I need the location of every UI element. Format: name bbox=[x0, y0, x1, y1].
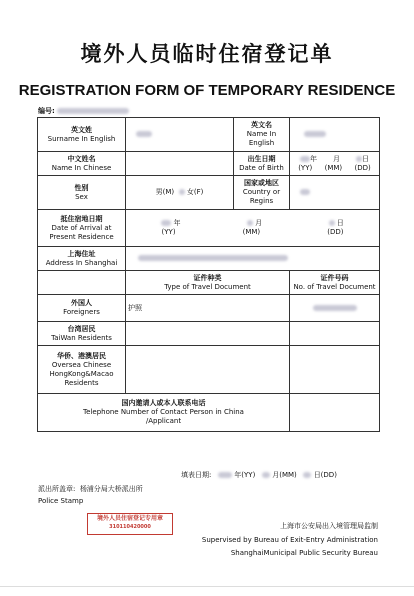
taiwan-document-type-cell[interactable] bbox=[126, 322, 290, 346]
police-stamp-row bbox=[38, 484, 143, 494]
foreigners-label-cell bbox=[38, 295, 126, 322]
fill-year-redacted bbox=[218, 472, 232, 478]
dob-label-cell bbox=[234, 152, 290, 176]
arrival-month-unit: 月 bbox=[255, 219, 263, 227]
sex-option-male[interactable]: 男(M) bbox=[155, 188, 175, 196]
fill-year-unit: 年(YY) bbox=[234, 471, 256, 479]
country-label-en-2: Regins bbox=[249, 197, 274, 205]
dob-day-redacted bbox=[356, 156, 362, 162]
dob-dd: (DD) bbox=[354, 163, 371, 172]
taiwan-label-en: TaiWan Residents bbox=[51, 333, 112, 342]
contact-label-cn: 国内邀请人或本人联系电话 bbox=[121, 399, 206, 407]
document-type-header-cell bbox=[126, 271, 290, 295]
overseas-label-en-1: Oversea Chinese bbox=[51, 360, 112, 369]
foreigners-document-type-cell[interactable] bbox=[126, 295, 290, 322]
overseas-document-type-cell[interactable] bbox=[126, 346, 290, 394]
overseas-label-cell bbox=[38, 346, 126, 394]
surname-value-cell[interactable] bbox=[126, 118, 234, 152]
police-station-name: 杨浦分局大桥派出所 bbox=[79, 485, 143, 493]
registration-table bbox=[37, 117, 380, 432]
serial-number-row bbox=[38, 106, 129, 116]
overseas-label-en-3: Residents bbox=[64, 378, 99, 387]
document-number-label-cn: 证件号码 bbox=[320, 273, 349, 282]
fill-day-redacted bbox=[303, 472, 311, 478]
surname-value-redacted bbox=[136, 131, 152, 137]
dob-yy: (YY) bbox=[298, 163, 313, 172]
fill-date-label: 填表日期: bbox=[181, 471, 212, 479]
row-arrival-date bbox=[38, 210, 380, 247]
dob-value-cell[interactable] bbox=[290, 152, 380, 176]
row-english-name bbox=[38, 118, 380, 152]
supervisor-cn: 上海市公安局出入境管理局监制 bbox=[280, 522, 378, 530]
overseas-label-cn: 华侨、港澳居民 bbox=[57, 351, 106, 360]
contact-value-cell[interactable] bbox=[290, 394, 380, 432]
document-number-redacted bbox=[313, 305, 357, 311]
serial-label: 编号: bbox=[38, 107, 55, 115]
arrival-label-cn: 抵住宿地日期 bbox=[60, 214, 103, 223]
arrival-label-en-1: Date of Arrival at bbox=[51, 223, 112, 232]
chinese-name-label-en: Name In Chinese bbox=[51, 163, 112, 172]
address-label-cell bbox=[38, 247, 126, 271]
stamp-text: 境外人员住宿登记专用章 bbox=[96, 515, 163, 522]
document-type-label-en: Type of Travel Document bbox=[164, 282, 251, 291]
police-stamp-label-en: Police Stamp bbox=[38, 497, 84, 505]
foreigners-label-cn: 外国人 bbox=[71, 299, 92, 307]
country-value-redacted bbox=[300, 189, 310, 195]
overseas-label-en-2: HongKong&Macao bbox=[49, 369, 114, 378]
taiwan-label-cn: 台湾居民 bbox=[67, 324, 96, 333]
dob-year-unit: 年 bbox=[310, 154, 317, 163]
contact-label-en-1: Telephone Number of Contact Person in China bbox=[83, 408, 244, 416]
country-value-cell[interactable] bbox=[290, 176, 380, 210]
dob-year-redacted bbox=[300, 156, 310, 162]
fill-month-unit: 月(MM) bbox=[272, 471, 297, 479]
arrival-label-cell bbox=[38, 210, 126, 247]
sex-mark-redacted bbox=[179, 189, 185, 195]
dob-mm: (MM) bbox=[324, 163, 343, 172]
given-name-label-en-2: English bbox=[248, 139, 275, 147]
form-title-english: REGISTRATION FORM OF TEMPORARY RESIDENCE bbox=[18, 82, 396, 99]
contact-label-cell bbox=[38, 394, 290, 432]
sex-label-cn: 性别 bbox=[74, 183, 89, 192]
arrival-day-unit: 日 bbox=[336, 219, 344, 227]
arrival-yy: (YY) bbox=[161, 228, 176, 236]
row-taiwan bbox=[38, 322, 380, 346]
surname-label-cn: 英文姓 bbox=[71, 125, 92, 134]
red-seal-stamp bbox=[87, 513, 173, 535]
dob-day-unit: 日 bbox=[362, 154, 369, 163]
fill-day-unit: 日(DD) bbox=[313, 471, 337, 479]
foreigners-label-en: Foreigners bbox=[63, 308, 100, 316]
row-foreigners bbox=[38, 295, 380, 322]
arrival-year-redacted bbox=[161, 220, 171, 226]
dob-label-cn: 出生日期 bbox=[247, 154, 276, 163]
chinese-name-value-cell[interactable] bbox=[126, 152, 234, 176]
row-contact-phone bbox=[38, 394, 380, 432]
sex-options-cell[interactable] bbox=[126, 176, 234, 210]
given-name-label-cell bbox=[234, 118, 290, 152]
row-chinese-name bbox=[38, 152, 380, 176]
supervisor-en-1: Supervised by Bureau of Exit-Entry Administration bbox=[201, 536, 378, 544]
surname-label-en: Surname In English bbox=[47, 134, 116, 143]
arrival-dd: (DD) bbox=[327, 228, 344, 236]
overseas-document-number-cell[interactable] bbox=[290, 346, 380, 394]
given-name-value-redacted bbox=[304, 131, 326, 137]
country-label-cn: 国家或地区 bbox=[244, 179, 279, 187]
sex-label-en: Sex bbox=[75, 192, 88, 201]
arrival-day-redacted bbox=[329, 220, 335, 226]
address-value-cell[interactable] bbox=[126, 247, 380, 271]
row-sex-country bbox=[38, 176, 380, 210]
passport-value: 护照 bbox=[128, 303, 142, 312]
document-header-empty-cell bbox=[38, 271, 126, 295]
page-bottom-divider bbox=[0, 586, 414, 587]
row-overseas bbox=[38, 346, 380, 394]
foreigners-document-number-cell[interactable] bbox=[290, 295, 380, 322]
form-title-chinese: 境外人员临时住宿登记单 bbox=[80, 42, 334, 66]
document-number-header-cell bbox=[290, 271, 380, 295]
chinese-name-label-cn: 中文姓名 bbox=[67, 154, 96, 163]
chinese-name-label-cell bbox=[38, 152, 126, 176]
address-label-cn: 上海住址 bbox=[67, 249, 96, 258]
taiwan-document-number-cell[interactable] bbox=[290, 322, 380, 346]
arrival-label-en-2: Present Residence bbox=[49, 232, 114, 241]
given-name-label-cn: 英文名 bbox=[251, 121, 272, 129]
arrival-month-redacted bbox=[247, 220, 253, 226]
given-name-label-en-1: Name In bbox=[246, 130, 277, 138]
arrival-year-unit: 年 bbox=[173, 219, 181, 227]
serial-value-redacted bbox=[57, 108, 129, 114]
surname-label-cell bbox=[38, 118, 126, 152]
fill-date-row bbox=[181, 470, 337, 480]
dob-month-unit: 月 bbox=[333, 154, 340, 163]
sex-label-cell bbox=[38, 176, 126, 210]
stamp-number: 310110420000 bbox=[109, 524, 151, 530]
given-name-value-cell[interactable] bbox=[290, 118, 380, 152]
arrival-mm: (MM) bbox=[242, 228, 261, 236]
contact-label-en-2: /Applicant bbox=[145, 417, 182, 425]
row-document-headers bbox=[38, 271, 380, 295]
dob-label-en: Date of Birth bbox=[239, 163, 284, 172]
sex-option-female[interactable]: 女(F) bbox=[186, 188, 204, 196]
country-label-cell bbox=[234, 176, 290, 210]
taiwan-label-cell bbox=[38, 322, 126, 346]
address-label-en: Address In Shanghai bbox=[45, 258, 118, 267]
address-value-redacted bbox=[138, 255, 288, 261]
police-stamp-label-cn: 派出所盖章: bbox=[38, 485, 76, 493]
row-address bbox=[38, 247, 380, 271]
supervisor-en-2: ShanghaiMunicipal Public Security Bureau bbox=[230, 549, 378, 557]
country-label-en-1: Country or bbox=[242, 188, 281, 196]
document-type-label-cn: 证件种类 bbox=[193, 273, 222, 282]
arrival-value-cell[interactable] bbox=[126, 210, 380, 247]
fill-month-redacted bbox=[262, 472, 270, 478]
document-number-label-en: No. of Travel Document bbox=[293, 282, 376, 291]
